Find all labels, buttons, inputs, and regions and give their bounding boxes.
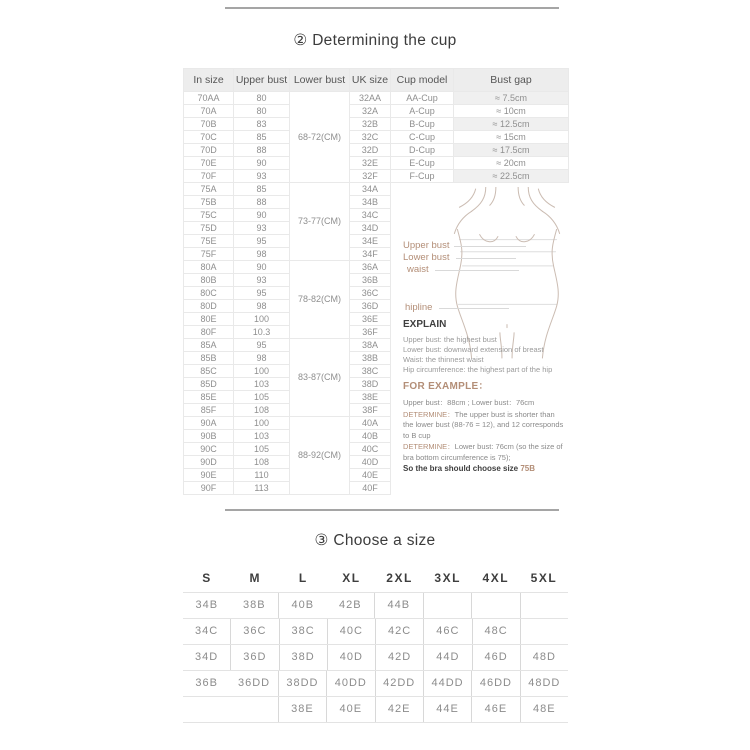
lower-bust-leader-line	[456, 258, 516, 259]
waist-leader-line	[435, 270, 519, 271]
example-determine-2	[403, 442, 566, 463]
in-size-cell: 70D	[184, 144, 234, 157]
in-size-cell: 85C	[184, 365, 234, 378]
bust-gap-cell: ≈ 17.5cm	[454, 144, 569, 157]
uk-size-cell: 32D	[350, 144, 391, 157]
upper-bust-cell: 105	[234, 391, 290, 404]
upper-bust-cell: 95	[234, 235, 290, 248]
in-size-cell: 70A	[184, 105, 234, 118]
bust-gap-cell: ≈ 12.5cm	[454, 118, 569, 131]
hipline-leader-line	[439, 308, 509, 309]
cup-table-row	[184, 170, 569, 183]
upper-bust-leader-line	[454, 246, 526, 247]
size-table-row	[183, 670, 568, 696]
size-cell: 42C	[376, 619, 424, 644]
uk-size-cell: 32E	[350, 157, 391, 170]
in-size-cell: 70B	[184, 118, 234, 131]
in-size-cell: 80C	[184, 287, 234, 300]
section-divider-line	[225, 509, 559, 511]
upper-bust-cell: 98	[234, 300, 290, 313]
cup-table-row	[184, 105, 569, 118]
cup-model-cell: E-Cup	[391, 157, 454, 170]
upper-bust-cell: 103	[234, 378, 290, 391]
upper-bust-cell: 110	[234, 469, 290, 482]
size-cell: 38E	[279, 697, 327, 722]
upper-bust-cell: 85	[234, 131, 290, 144]
in-size-cell: 85F	[184, 404, 234, 417]
size-cell	[472, 593, 521, 618]
upper-bust-cell: 88	[234, 144, 290, 157]
size-cell	[521, 593, 569, 618]
size-cell: 34D	[183, 645, 231, 670]
cup-model-cell: A-Cup	[391, 105, 454, 118]
uk-size-cell: 36D	[350, 300, 391, 313]
size-table-row	[183, 644, 568, 670]
size-column-header: 4XL	[482, 571, 510, 585]
upper-bust-cell: 88	[234, 196, 290, 209]
cup-table-header-cell: Bust gap	[454, 69, 569, 92]
upper-bust-cell: 90	[234, 157, 290, 170]
size-cell	[183, 697, 230, 722]
size-table-row	[183, 618, 568, 644]
upper-bust-cell: 95	[234, 287, 290, 300]
size-cell: 40C	[328, 619, 376, 644]
bust-gap-cell: ≈ 20cm	[454, 157, 569, 170]
uk-size-cell: 32A	[350, 105, 391, 118]
top-divider-line	[225, 7, 559, 9]
determine-text: The upper bust is shorter than the lower bust (88-76 = 12), and 12 corresponds to B cup	[403, 409, 564, 440]
in-size-cell: 75B	[184, 196, 234, 209]
uk-size-cell: 34F	[350, 248, 391, 261]
upper-bust-cell: 98	[234, 352, 290, 365]
size-cell: 34C	[183, 619, 231, 644]
upper-bust-cell: 80	[234, 105, 290, 118]
size-cell: 38D	[280, 645, 328, 670]
cup-model-cell: D-Cup	[391, 144, 454, 157]
bust-gap-cell: ≈ 7.5cm	[454, 92, 569, 105]
in-size-cell: 85B	[184, 352, 234, 365]
size-cell: 40DD	[327, 671, 375, 696]
example-measurements: Upper bust：88cm ; Lower bust：76cm	[403, 398, 535, 407]
uk-size-cell: 32F	[350, 170, 391, 183]
size-cell: 36D	[231, 645, 279, 670]
in-size-cell: 90B	[184, 430, 234, 443]
upper-bust-cell: 100	[234, 313, 290, 326]
cup-table-header-cell: Upper bust	[234, 69, 290, 92]
cup-table-header-cell: In size	[184, 69, 234, 92]
in-size-cell: 85E	[184, 391, 234, 404]
upper-bust-cell: 103	[234, 430, 290, 443]
in-size-cell: 85A	[184, 339, 234, 352]
uk-size-cell: 36C	[350, 287, 391, 300]
uk-size-cell: 34E	[350, 235, 391, 248]
size-cell: 44D	[424, 645, 472, 670]
explain-line: Lower bust: downward extension of breast	[403, 345, 544, 354]
for-example-heading: FOR EXAMPLE：	[403, 381, 489, 392]
uk-size-cell: 38E	[350, 391, 391, 404]
size-cell: 34B	[195, 599, 219, 611]
upper-bust-cell: 10.3	[234, 326, 290, 339]
size-cell	[424, 593, 473, 618]
uk-size-cell: 34D	[350, 222, 391, 235]
uk-size-cell: 38D	[350, 378, 391, 391]
in-size-cell: 80D	[184, 300, 234, 313]
in-size-cell: 75D	[184, 222, 234, 235]
size-cell	[230, 697, 278, 722]
upper-bust-cell: 108	[234, 456, 290, 469]
size-cell: 40B	[291, 599, 315, 611]
cup-table-row	[184, 157, 569, 170]
cup-table-row	[184, 118, 569, 131]
bust-gap-cell: ≈ 10cm	[454, 105, 569, 118]
uk-size-cell: 38C	[350, 365, 391, 378]
size-cell: 36C	[231, 619, 279, 644]
size-cell: 46C	[424, 619, 472, 644]
in-size-cell: 85D	[184, 378, 234, 391]
size-cell: 48E	[533, 703, 556, 715]
size-cell: 40D	[328, 645, 376, 670]
measurement-guide-panel	[391, 183, 568, 471]
size-cell: 48DD	[528, 677, 561, 689]
section2-title: ② Determining the cup	[293, 32, 457, 49]
size-column-header: XL	[342, 571, 361, 585]
in-size-cell: 70AA	[184, 92, 234, 105]
determine-label: DETERMINE：	[403, 409, 455, 419]
upper-bust-cell: 105	[234, 443, 290, 456]
in-size-cell: 90E	[184, 469, 234, 482]
size-table-row	[183, 696, 568, 723]
uk-size-cell: 40C	[350, 443, 391, 456]
cup-model-cell: B-Cup	[391, 118, 454, 131]
lower-bust-cell: 68-72(CM)	[290, 92, 350, 183]
in-size-cell: 75E	[184, 235, 234, 248]
upper-bust-cell: 113	[234, 482, 290, 495]
uk-size-cell: 38A	[350, 339, 391, 352]
bust-gap-cell: ≈ 15cm	[454, 131, 569, 144]
size-cell: 48D	[532, 651, 556, 663]
uk-size-cell: 36B	[350, 274, 391, 287]
upper-bust-cell: 85	[234, 183, 290, 196]
cup-table-row	[184, 92, 569, 105]
size-cell: 44B	[375, 593, 424, 618]
cup-table-row	[184, 144, 569, 157]
size-column-header: 5XL	[530, 571, 558, 585]
determine-label: DETERMINE：	[403, 442, 455, 451]
upper-bust-cell: 80	[234, 92, 290, 105]
upper-bust-cell: 93	[234, 222, 290, 235]
size-cell: 44E	[424, 697, 472, 722]
size-cell: 46DD	[472, 671, 520, 696]
cup-table-row	[184, 131, 569, 144]
cup-model-cell: C-Cup	[391, 131, 454, 144]
cup-size-table	[183, 68, 568, 495]
in-size-cell: 80B	[184, 274, 234, 287]
uk-size-cell: 32C	[350, 131, 391, 144]
explain-text	[403, 335, 565, 375]
uk-size-cell: 40D	[350, 456, 391, 469]
lower-bust-label: Lower bust	[403, 252, 450, 263]
upper-bust-cell: 93	[234, 170, 290, 183]
uk-size-cell: 32AA	[350, 92, 391, 105]
in-size-cell: 80A	[184, 261, 234, 274]
uk-size-cell: 40A	[350, 417, 391, 430]
lower-bust-cell: 73-77(CM)	[290, 183, 350, 261]
upper-bust-cell: 90	[234, 261, 290, 274]
size-column-header: 3XL	[434, 571, 461, 585]
size-column-header: 2XL	[386, 571, 413, 585]
size-cell: 48C	[473, 619, 521, 644]
uk-size-cell: 38B	[350, 352, 391, 365]
section3-title: ③ Choose a size	[314, 532, 436, 549]
size-cell: 36DD	[230, 671, 278, 696]
size-cell	[521, 619, 568, 644]
lower-bust-cell: 78-82(CM)	[290, 261, 350, 339]
size-cell: 46E	[472, 697, 520, 722]
conclusion-size: 75B	[520, 464, 536, 473]
explain-line: Waist: the thinnest waist	[403, 355, 484, 364]
lower-bust-cell: 88-92(CM)	[290, 417, 350, 495]
size-column-header: L	[298, 571, 308, 585]
example-text	[403, 398, 566, 476]
size-cell: 38B	[231, 593, 280, 618]
in-size-cell: 70F	[184, 170, 234, 183]
upper-bust-cell: 83	[234, 118, 290, 131]
cup-model-cell: F-Cup	[391, 170, 454, 183]
uk-size-cell: 34B	[350, 196, 391, 209]
uk-size-cell: 36E	[350, 313, 391, 326]
size-cell: 38C	[280, 619, 328, 644]
in-size-cell: 90F	[184, 482, 234, 495]
in-size-cell: 75F	[184, 248, 234, 261]
waist-label: waist	[407, 264, 429, 275]
guide-panel-cell	[391, 183, 569, 495]
upper-bust-cell: 108	[234, 404, 290, 417]
uk-size-cell: 40F	[350, 482, 391, 495]
size-cell: 44DD	[424, 671, 472, 696]
determine-text: Lower bust: 76cm (so the size of bra bottom circumference is 75);	[403, 442, 563, 462]
size-column-header: M	[249, 571, 261, 585]
hipline-label: hipline	[405, 302, 433, 313]
cup-model-cell: AA-Cup	[391, 92, 454, 105]
cup-table-header-cell: Cup model	[391, 69, 454, 92]
size-cell: 38DD	[279, 671, 327, 696]
cup-table-row	[184, 183, 569, 196]
cup-table-header-cell: Lower bust	[290, 69, 350, 92]
upper-bust-cell: 93	[234, 274, 290, 287]
in-size-cell: 70E	[184, 157, 234, 170]
cup-table-header-cell: UK size	[350, 69, 391, 92]
uk-size-cell: 32B	[350, 118, 391, 131]
in-size-cell: 80E	[184, 313, 234, 326]
size-cell: 42D	[376, 645, 424, 670]
size-table-header-row	[183, 565, 568, 592]
in-size-cell: 90C	[184, 443, 234, 456]
uk-size-cell: 40B	[350, 430, 391, 443]
in-size-cell: 70C	[184, 131, 234, 144]
upper-bust-cell: 100	[234, 365, 290, 378]
explain-line: Upper bust: the highest bust	[403, 335, 497, 344]
in-size-cell: 80F	[184, 326, 234, 339]
size-cell: 42B	[327, 593, 376, 618]
upper-bust-cell: 98	[234, 248, 290, 261]
in-size-cell: 90D	[184, 456, 234, 469]
size-cell: 36B	[195, 677, 218, 689]
example-conclusion	[403, 464, 566, 475]
upper-bust-cell: 100	[234, 417, 290, 430]
uk-size-cell: 38F	[350, 404, 391, 417]
lower-bust-cell: 83-87(CM)	[290, 339, 350, 417]
upper-bust-label: Upper bust	[403, 240, 450, 251]
uk-size-cell: 34A	[350, 183, 391, 196]
size-table-row	[183, 592, 568, 618]
uk-size-cell: 40E	[350, 469, 391, 482]
size-cell: 46D	[473, 645, 521, 670]
size-column-header: S	[202, 571, 212, 585]
uk-size-cell: 36F	[350, 326, 391, 339]
in-size-cell: 75A	[184, 183, 234, 196]
cup-table-header-row	[184, 69, 569, 92]
in-size-cell: 75C	[184, 209, 234, 222]
explain-heading: EXPLAIN	[403, 319, 447, 330]
choose-size-table	[183, 565, 568, 723]
upper-bust-cell: 90	[234, 209, 290, 222]
female-body-figure	[449, 187, 565, 359]
example-determine-1	[403, 410, 566, 442]
size-cell: 42E	[376, 697, 424, 722]
in-size-cell: 90A	[184, 417, 234, 430]
size-cell: 40E	[327, 697, 375, 722]
uk-size-cell: 34C	[350, 209, 391, 222]
uk-size-cell: 36A	[350, 261, 391, 274]
size-cell: 42DD	[376, 671, 424, 696]
upper-bust-cell: 95	[234, 339, 290, 352]
conclusion-text: So the bra should choose size	[403, 464, 521, 473]
explain-line: Hip circumference: the highest part of the hip	[403, 365, 553, 374]
bust-gap-cell: ≈ 22.5cm	[454, 170, 569, 183]
